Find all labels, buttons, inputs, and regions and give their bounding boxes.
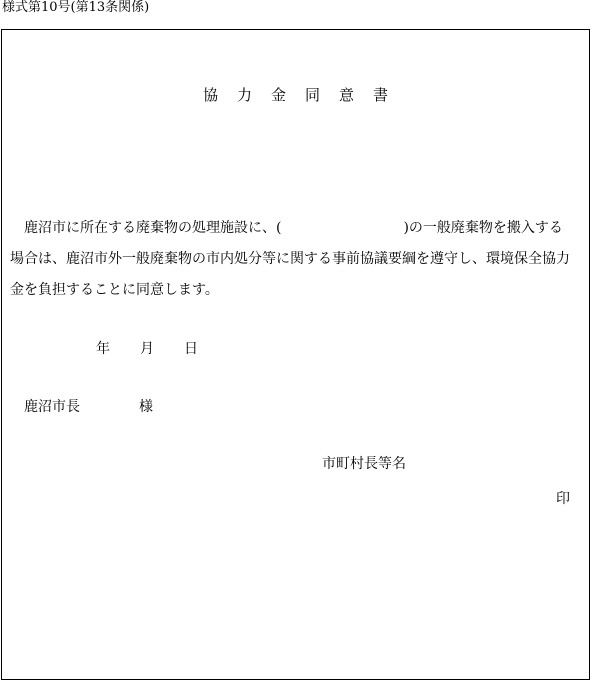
body-line-1-after: )の一般廃棄物を搬入する — [403, 220, 563, 236]
addressee-honorific: 様 — [139, 399, 153, 415]
form-number: 様式第10号(第13条関係) — [2, 0, 150, 15]
body-line-3: 金を負担することに同意します。 — [10, 282, 219, 298]
signer-label: 市町村長等名 — [322, 456, 406, 472]
date-month-label: 月 — [140, 341, 154, 357]
body-line-1-before: 鹿沼市に所在する廃棄物の処理施設に、( — [24, 220, 282, 236]
title-char: 協 — [203, 86, 219, 104]
title-char: 金 — [271, 86, 287, 104]
body-line-2: 場合は、鹿沼市外一般廃棄物の市内処分等に関する事前協議要綱を遵守し、環境保全協力 — [10, 251, 570, 267]
body-line-1 — [10, 213, 586, 244]
seal-label: 印 — [556, 491, 570, 507]
title-char: 同 — [305, 86, 321, 104]
title-char: 書 — [373, 86, 389, 104]
document-title — [203, 86, 407, 104]
document-frame — [1, 29, 590, 680]
body-paragraph — [10, 213, 586, 306]
addressee-name: 鹿沼市長 — [24, 399, 80, 415]
title-char: 意 — [339, 86, 355, 104]
title-char: 力 — [237, 86, 253, 104]
date-year-label: 年 — [96, 341, 110, 357]
date-day-label: 日 — [184, 341, 198, 357]
